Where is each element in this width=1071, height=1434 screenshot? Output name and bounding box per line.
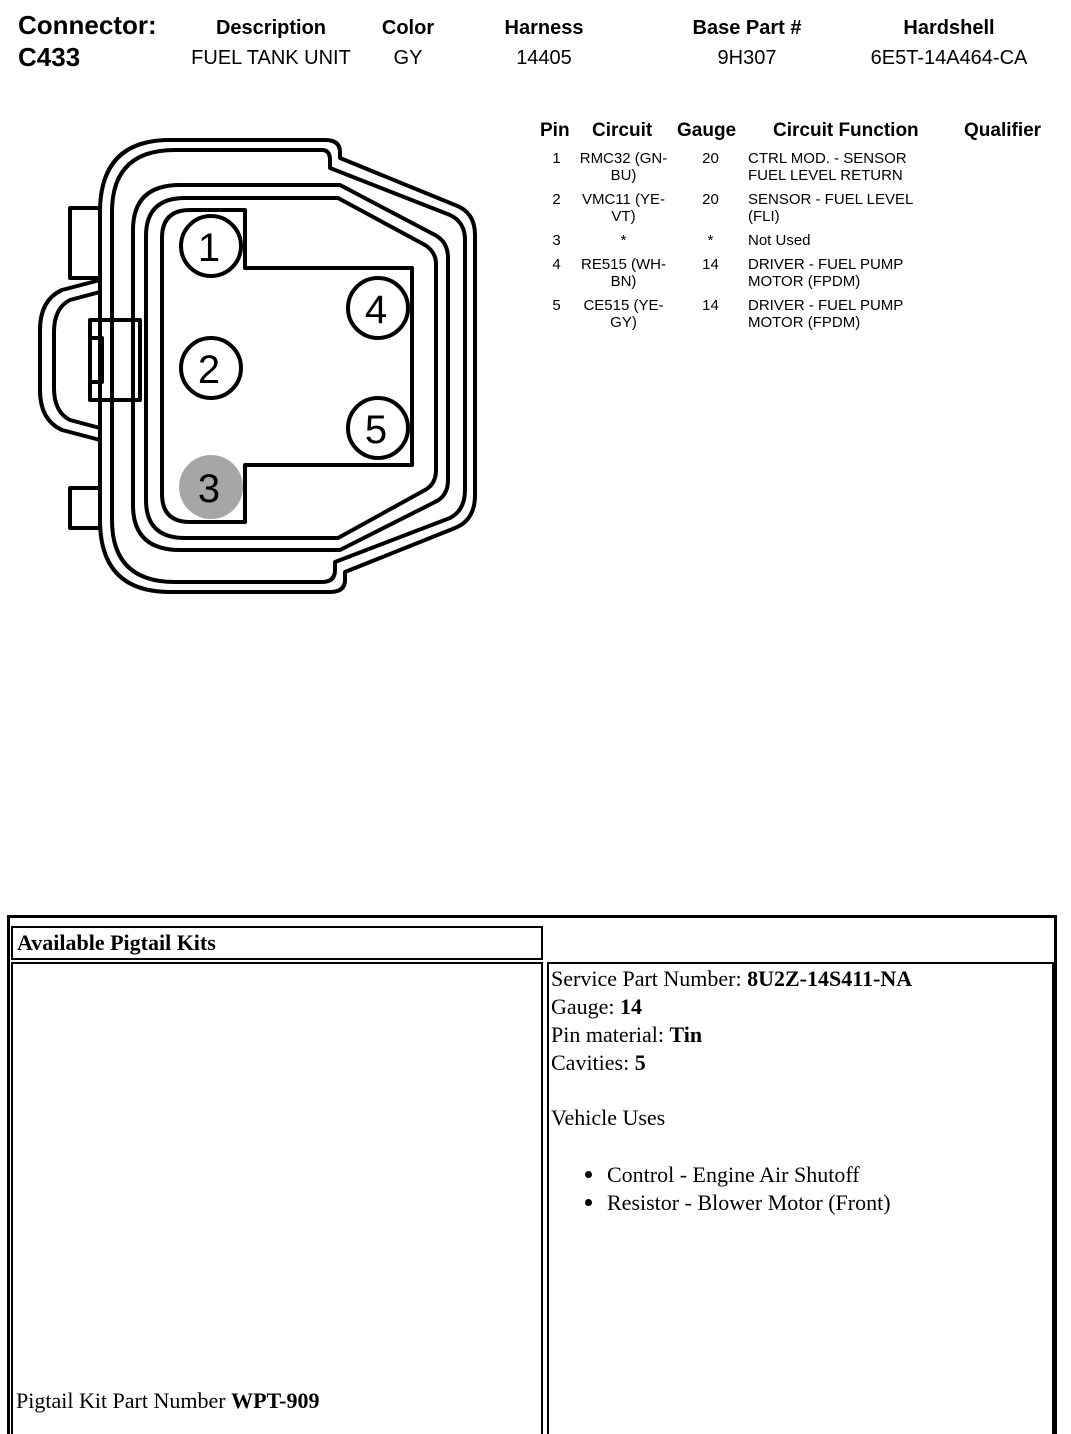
gauge-cell: 14 xyxy=(702,256,719,273)
function-line: (FLI) xyxy=(748,208,780,225)
function-cell xyxy=(748,256,948,290)
function-cell xyxy=(748,297,948,331)
circuit-cell xyxy=(576,191,671,225)
bottom-lock-tab xyxy=(70,488,100,528)
pigtail-kits-title: Available Pigtail Kits xyxy=(11,926,543,960)
circuit-line: * xyxy=(620,232,627,249)
circuit-line: GY) xyxy=(610,314,637,331)
gauge-value: 14 xyxy=(620,994,643,1019)
circuit-cell xyxy=(576,256,671,290)
pin-number: 5 xyxy=(552,297,561,314)
gauge-cell: 20 xyxy=(702,191,719,208)
latch-left-inner xyxy=(54,292,100,428)
bullet-icon xyxy=(585,1171,592,1178)
pin-number: 3 xyxy=(552,232,561,249)
function-cell xyxy=(748,191,948,225)
function-column-header: Circuit Function xyxy=(773,120,919,141)
pin-number: 4 xyxy=(552,256,561,273)
base-part-value: 9H307 xyxy=(717,47,777,69)
function-line: MOTOR (FPDM) xyxy=(748,314,861,331)
service-part-number xyxy=(551,966,912,992)
function-line: CTRL MOD. - SENSOR xyxy=(748,150,907,167)
pin-4-label: 4 xyxy=(364,288,388,332)
circuit-cell xyxy=(576,297,671,331)
pin-2-label: 2 xyxy=(197,348,221,392)
gauge-cell: * xyxy=(707,232,714,249)
description-value: FUEL TANK UNIT xyxy=(191,47,351,69)
hardshell-header: Hardshell xyxy=(903,17,995,39)
description-header: Description xyxy=(215,17,327,39)
latch-tab-inner xyxy=(90,338,102,382)
function-line: DRIVER - FUEL PUMP xyxy=(748,256,904,273)
kit-part-value: WPT-909 xyxy=(231,1388,320,1413)
pin-column-header: Pin xyxy=(540,120,570,141)
base-part-header: Base Part # xyxy=(692,17,802,39)
pin-5-label: 5 xyxy=(364,408,388,452)
vehicle-uses-heading: Vehicle Uses xyxy=(551,1105,666,1130)
circuit-line: VMC11 (YE- xyxy=(581,191,666,208)
pin-material-spec xyxy=(551,1022,702,1048)
function-line: MOTOR (FPDM) xyxy=(748,273,861,290)
harness-header: Harness xyxy=(504,17,584,39)
color-header: Color xyxy=(381,17,435,39)
connector-id: C433 xyxy=(18,42,81,72)
function-cell xyxy=(748,150,948,184)
pin-1-label: 1 xyxy=(197,226,221,270)
pigtail-kit-part-number xyxy=(16,1388,320,1414)
pin-number: 2 xyxy=(552,191,561,208)
circuit-line: BN) xyxy=(610,273,637,290)
connector-face-diagram xyxy=(0,110,500,610)
circuit-cell xyxy=(576,232,671,249)
pigtail-image-cell xyxy=(11,962,543,1434)
circuit-line: CE515 (YE- xyxy=(583,297,664,314)
gauge-spec xyxy=(551,994,642,1020)
list-item xyxy=(585,1162,860,1188)
color-value: GY xyxy=(393,47,423,69)
connector-label: Connector: xyxy=(18,10,157,40)
list-item xyxy=(585,1190,891,1216)
pin-material-label: Pin material: xyxy=(551,1022,670,1047)
service-part-label: Service Part Number: xyxy=(551,966,748,991)
circuit-line: VT) xyxy=(611,208,636,225)
cavities-label: Cavities: xyxy=(551,1050,635,1075)
function-line: DRIVER - FUEL PUMP xyxy=(748,297,904,314)
vehicle-use-text: Resistor - Blower Motor (Front) xyxy=(607,1190,891,1215)
circuit-line: RE515 (WH- xyxy=(580,256,666,273)
circuit-cell xyxy=(576,150,671,184)
kit-part-label: Pigtail Kit Part Number xyxy=(16,1388,232,1413)
cavities-spec xyxy=(551,1050,646,1076)
pin-3-label: 3 xyxy=(197,467,221,511)
circuit-line: RMC32 (GN- xyxy=(579,150,668,167)
vehicle-use-text: Control - Engine Air Shutoff xyxy=(607,1162,860,1187)
function-line: Not Used xyxy=(748,232,811,249)
cavities-value: 5 xyxy=(634,1050,646,1075)
gauge-cell: 20 xyxy=(702,150,719,167)
bullet-icon xyxy=(585,1199,592,1206)
service-part-value: 8U2Z-14S411-NA xyxy=(747,966,913,991)
circuit-column-header: Circuit xyxy=(592,120,653,141)
hardshell-value: 6E5T-14A464-CA xyxy=(870,47,1028,69)
gauge-column-header: Gauge xyxy=(677,120,737,141)
circuit-line: BU) xyxy=(610,167,637,184)
function-line: SENSOR - FUEL LEVEL xyxy=(748,191,914,208)
gauge-cell: 14 xyxy=(702,297,719,314)
qualifier-column-header: Qualifier xyxy=(964,120,1042,141)
gauge-label: Gauge: xyxy=(551,994,621,1019)
function-cell xyxy=(748,232,948,249)
harness-value: 14405 xyxy=(516,47,572,69)
top-lock-tab xyxy=(70,208,100,278)
pin-material-value: Tin xyxy=(669,1022,703,1047)
function-line: FUEL LEVEL RETURN xyxy=(748,167,903,184)
pin-number: 1 xyxy=(552,150,561,167)
